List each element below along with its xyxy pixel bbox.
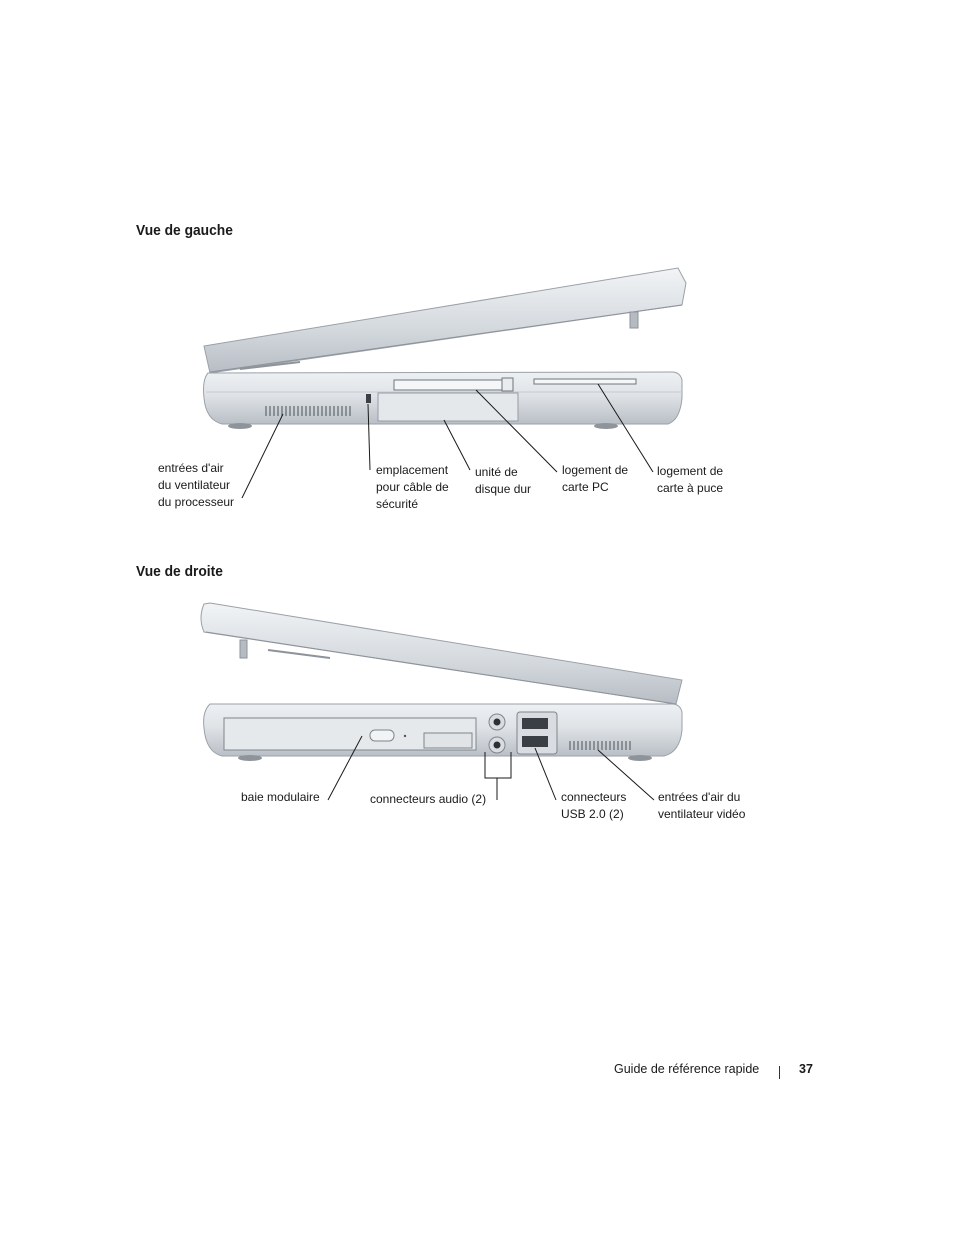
right-view-heading: Vue de droite: [136, 563, 223, 580]
callout-hard-drive: unité de disque dur: [475, 465, 532, 496]
callout-pc-card-slot: logement de carte PC: [562, 463, 629, 494]
footer-title: Guide de référence rapide: [614, 1062, 760, 1076]
callout-usb-connectors: connecteurs USB 2.0 (2): [561, 790, 627, 821]
callout-security-cable-slot: emplacement pour câble de sécurité: [376, 463, 449, 511]
page-number: 37: [799, 1062, 813, 1076]
callout-video-fan-vents: entrées d'air du ventilateur vidéo: [658, 790, 746, 821]
callout-audio-connectors: connecteurs audio (2): [370, 792, 487, 806]
left-view-heading: Vue de gauche: [136, 222, 233, 239]
callout-media-bay: baie modulaire: [241, 790, 320, 804]
callout-cpu-fan-vents: entrées d'air du ventilateur du processeur: [158, 461, 235, 509]
callout-smart-card-slot: logement de carte à puce: [657, 464, 724, 495]
footer-separator: [779, 1066, 780, 1079]
